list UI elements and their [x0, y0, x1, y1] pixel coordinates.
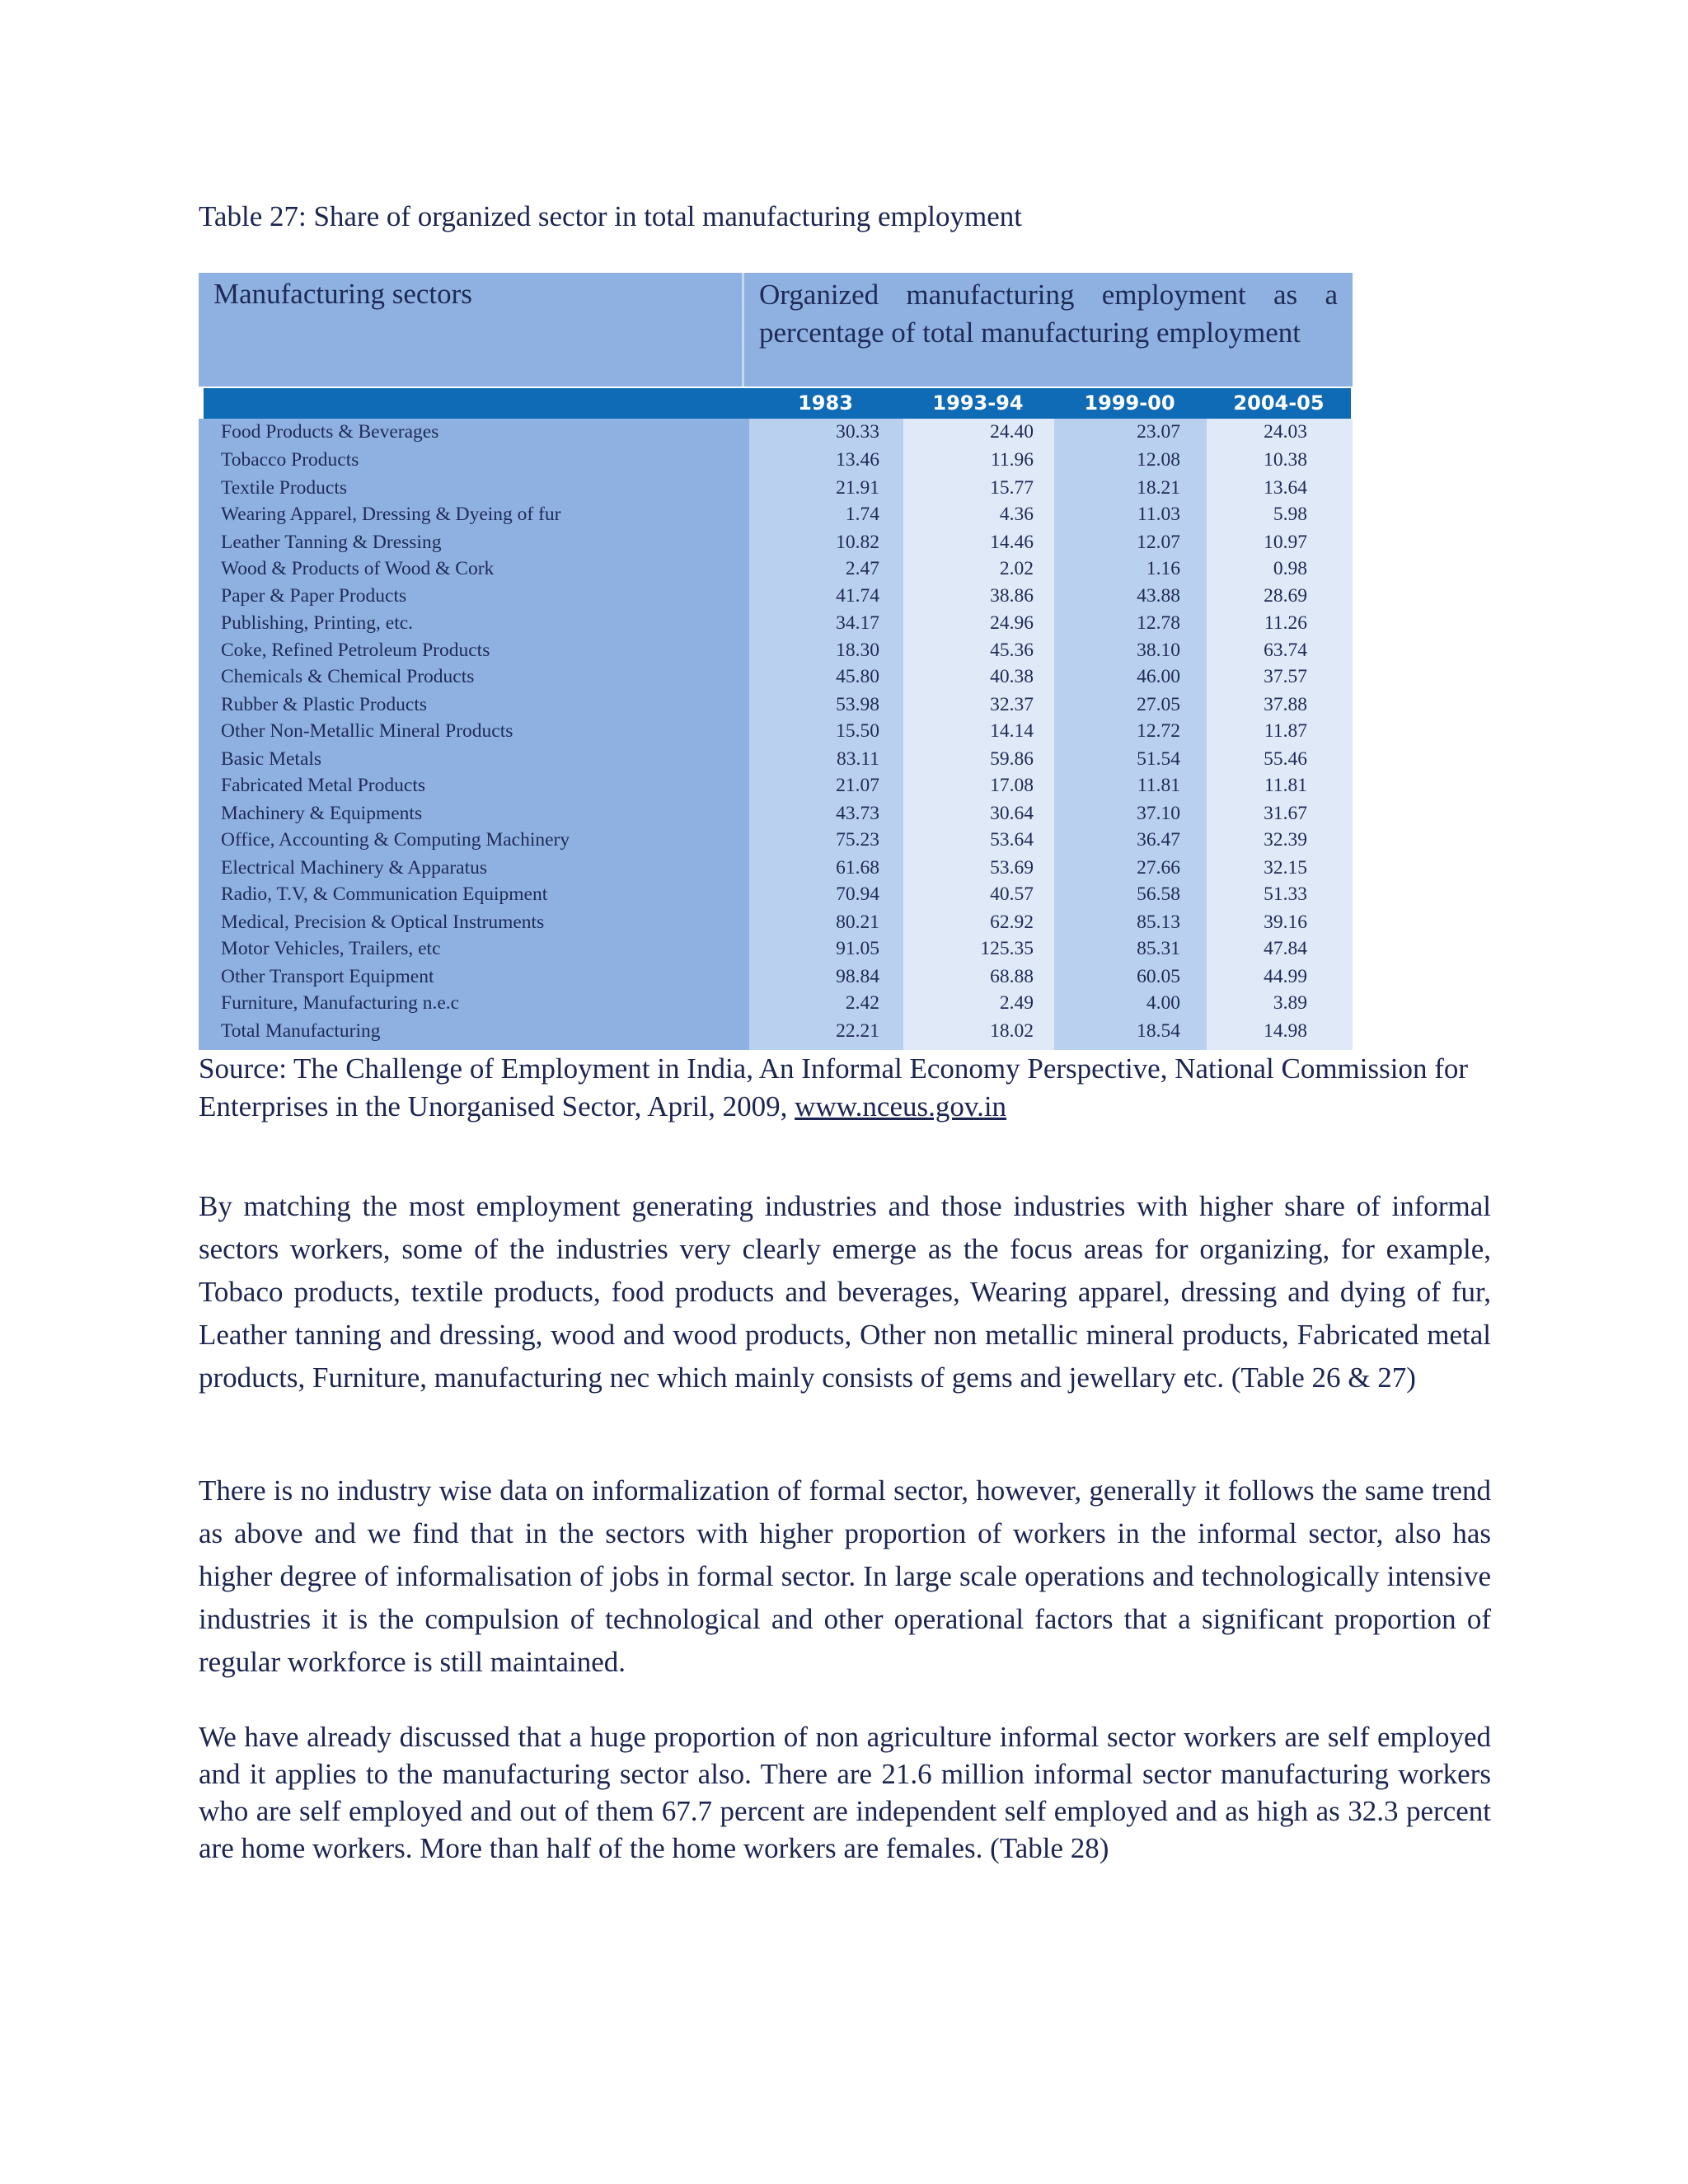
cell-value: 37.57: [1264, 666, 1307, 688]
year-1999-00: 1999-00: [1084, 391, 1175, 415]
cell-value: 3.89: [1273, 991, 1307, 1014]
cell-value: 12.72: [1137, 720, 1180, 743]
source-text: Source: The Challenge of Employment in India, An Informal Economy Perspective, National Commission for Enterprises in the Unorganised Sector, April, 2009,: [199, 1052, 1469, 1122]
table-header: [199, 273, 1353, 387]
cell-value: 43.73: [836, 803, 879, 825]
cell-value: 39.16: [1264, 911, 1307, 933]
sector-name: Medical, Precision & Optical Instruments: [221, 911, 545, 933]
table-row: [199, 475, 1353, 502]
sector-name: Other Non-Metallic Mineral Products: [221, 720, 513, 743]
sector-name: Chemicals & Chemical Products: [221, 666, 475, 688]
year-2004-05: 2004-05: [1233, 391, 1325, 415]
cell-value: 37.10: [1137, 803, 1180, 825]
cell-value: 11.03: [1137, 503, 1180, 525]
sector-name: Other Transport Equipment: [221, 965, 434, 987]
table-row: [199, 800, 1353, 827]
cell-value: 85.13: [1137, 911, 1180, 933]
sector-name: Wood & Products of Wood & Cork: [221, 557, 495, 579]
sector-name: Basic Metals: [221, 748, 322, 771]
cell-value: 53.69: [990, 856, 1034, 879]
cell-value: 60.05: [1137, 965, 1180, 987]
cell-value: 5.98: [1273, 503, 1307, 525]
sector-name: Textile Products: [221, 476, 348, 499]
table-row: [199, 447, 1353, 474]
cell-value: 62.92: [990, 911, 1034, 933]
cell-value: 17.08: [990, 775, 1034, 797]
header-sectors: Manufacturing sectors: [199, 273, 744, 387]
cell-value: 12.78: [1137, 612, 1180, 634]
sector-name: Furniture, Manufacturing n.e.c: [221, 991, 460, 1014]
sector-name: Tobacco Products: [221, 448, 359, 471]
cell-value: 18.21: [1137, 476, 1180, 499]
cell-value: 32.39: [1264, 829, 1307, 851]
sector-name: Coke, Refined Petroleum Products: [221, 640, 490, 662]
table-row: [199, 663, 1353, 691]
cell-value: 21.91: [836, 476, 879, 499]
cell-value: 0.98: [1273, 557, 1307, 579]
sector-name: Wearing Apparel, Dressing & Dyeing of fur: [221, 503, 561, 525]
table-row: [199, 555, 1353, 583]
source-link[interactable]: www.nceus.gov.in: [795, 1090, 1007, 1122]
sector-name: Electrical Machinery & Apparatus: [221, 856, 487, 879]
cell-value: 10.38: [1264, 448, 1307, 471]
cell-value: 13.64: [1264, 476, 1307, 499]
cell-value: 83.11: [836, 748, 879, 771]
cell-value: 4.00: [1146, 991, 1180, 1014]
cell-value: 14.46: [990, 531, 1034, 553]
table-row: [199, 501, 1353, 528]
sector-name: Total Manufacturing: [221, 1019, 381, 1042]
cell-value: 13.46: [836, 448, 879, 471]
cell-value: 56.58: [1137, 883, 1180, 906]
cell-value: 45.36: [990, 640, 1034, 662]
cell-value: 18.02: [990, 1019, 1034, 1042]
table-row: [199, 718, 1353, 745]
cell-value: 63.74: [1264, 640, 1307, 662]
cell-value: 24.03: [1264, 421, 1307, 443]
cell-value: 31.67: [1264, 803, 1307, 825]
cell-value: 12.08: [1137, 448, 1180, 471]
cell-value: 1.16: [1146, 557, 1180, 579]
table-row: [199, 610, 1353, 637]
cell-value: 75.23: [836, 829, 879, 851]
cell-value: 32.37: [990, 694, 1034, 716]
cell-value: 18.54: [1137, 1019, 1180, 1042]
sector-name: Office, Accounting & Computing Machinery: [221, 829, 570, 851]
paragraph-2: There is no industry wise data on informalization of formal sector, however, generally it follows the same trend as above and we find that in the sectors with higher proportion of workers in the informal sector, also has higher degree of informalisation of jobs in formal sector. In large scale operations and technologically intensive industries it is the compulsion of technological and other operational factors that a significant proportion of regular workforce is still maintained.: [199, 1474, 1491, 1678]
cell-value: 4.36: [999, 503, 1034, 525]
cell-value: 125.35: [980, 937, 1034, 959]
sector-name: Fabricated Metal Products: [221, 775, 425, 797]
cell-value: 51.54: [1137, 748, 1180, 771]
table-row: [199, 419, 1353, 446]
cell-value: 2.49: [999, 991, 1034, 1014]
cell-value: 32.15: [1264, 856, 1307, 879]
table-body: [199, 419, 1353, 1050]
cell-value: 36.47: [1137, 829, 1180, 851]
cell-value: 85.31: [1137, 937, 1180, 959]
cell-value: 11.81: [1264, 775, 1307, 797]
cell-value: 15.77: [990, 476, 1034, 499]
table-row: [199, 990, 1353, 1017]
cell-value: 23.07: [1137, 421, 1180, 443]
cell-value: 22.21: [836, 1019, 879, 1042]
table-row: [199, 963, 1353, 991]
table-row: [199, 583, 1353, 610]
cell-value: 53.64: [990, 829, 1034, 851]
cell-value: 1.74: [845, 503, 879, 525]
table-row: [199, 772, 1353, 799]
paragraph-3: We have already discussed that a huge proportion of non agriculture informal sector workers are self employed and it applies to the manufacturing sector also. There are 21.6 million informal sector manufacturing workers who are self employed and out of them 67.7 percent are independent self employed and as high as 32.3 percent are home workers. More than half of the home workers are females. (Table 28): [199, 1721, 1491, 1864]
cell-value: 59.86: [990, 748, 1034, 771]
sector-name: Radio, T.V, & Communication Equipment: [221, 883, 548, 906]
table-row: [199, 746, 1353, 773]
cell-value: 10.97: [1264, 531, 1307, 553]
cell-value: 24.96: [990, 612, 1034, 634]
sector-name: Food Products & Beverages: [221, 421, 439, 443]
sector-name: Publishing, Printing, etc.: [221, 612, 414, 634]
year-header-bar: [204, 388, 1351, 419]
cell-value: 47.84: [1264, 937, 1307, 959]
cell-value: 10.82: [836, 531, 879, 553]
source-note: [199, 1050, 1484, 1126]
cell-value: 45.80: [836, 666, 879, 688]
cell-value: 30.64: [990, 803, 1034, 825]
cell-value: 55.46: [1264, 748, 1307, 771]
table-row: [199, 827, 1353, 854]
cell-value: 61.68: [836, 856, 879, 879]
cell-value: 40.38: [990, 666, 1034, 688]
cell-value: 2.47: [845, 557, 879, 579]
table-row: [199, 909, 1353, 936]
table-row: [199, 691, 1353, 719]
sector-name: Machinery & Equipments: [221, 803, 423, 825]
cell-value: 21.07: [836, 775, 879, 797]
cell-value: 12.07: [1137, 531, 1180, 553]
cell-value: 37.88: [1264, 694, 1307, 716]
cell-value: 34.17: [836, 612, 879, 634]
cell-value: 51.33: [1264, 883, 1307, 906]
cell-value: 11.87: [1264, 720, 1307, 743]
cell-value: 53.98: [836, 694, 879, 716]
cell-value: 24.40: [990, 421, 1034, 443]
table-caption: Table 27: Share of organized sector in total manufacturing employment: [199, 200, 1022, 232]
sector-name: Rubber & Plastic Products: [221, 694, 427, 716]
cell-value: 80.21: [836, 911, 879, 933]
header-percentage: Organized manufacturing employment as a percentage of total manufacturing employment: [744, 273, 1353, 387]
table-row: [199, 881, 1353, 908]
cell-value: 68.88: [990, 965, 1034, 987]
cell-value: 28.69: [1264, 585, 1307, 607]
cell-value: 11.26: [1264, 612, 1307, 634]
year-1983: 1983: [798, 391, 853, 415]
cell-value: 15.50: [836, 720, 879, 743]
cell-value: 27.66: [1137, 856, 1180, 879]
cell-value: 18.30: [836, 640, 879, 662]
cell-value: 2.02: [999, 557, 1034, 579]
cell-value: 14.14: [990, 720, 1034, 743]
cell-value: 46.00: [1137, 666, 1180, 688]
cell-value: 41.74: [836, 585, 879, 607]
paragraph-1: By matching the most employment generating industries and those industries with higher share of informal sectors workers, some of the industries very clearly emerge as the focus areas for organizing, for example, Tobaco products, textile products, food products and beverages, Wearing apparel, dressing and dying of fur, Leather tanning and dressing, wood and wood products, Other non metallic mineral products, Fabricated metal products, Furniture, manufacturing nec which mainly consists of gems and jewellary etc. (Table 26 & 27): [199, 1190, 1491, 1394]
cell-value: 38.10: [1137, 640, 1180, 662]
cell-value: 40.57: [990, 883, 1034, 906]
table-row: [199, 1018, 1353, 1045]
cell-value: 11.81: [1137, 775, 1180, 797]
sector-name: Motor Vehicles, Trailers, etc: [221, 937, 441, 959]
sector-name: Paper & Paper Products: [221, 585, 407, 607]
cell-value: 38.86: [990, 585, 1034, 607]
year-1993-94: 1993-94: [932, 391, 1024, 415]
sector-name: Leather Tanning & Dressing: [221, 531, 442, 553]
cell-value: 11.96: [990, 448, 1034, 471]
cell-value: 2.42: [845, 991, 879, 1014]
cell-value: 14.98: [1264, 1019, 1307, 1042]
cell-value: 44.99: [1264, 965, 1307, 987]
table-row: [199, 935, 1353, 963]
cell-value: 91.05: [836, 937, 879, 959]
table-row: [199, 855, 1353, 882]
table-row: [199, 529, 1353, 556]
cell-value: 98.84: [836, 965, 879, 987]
cell-value: 70.94: [836, 883, 879, 906]
cell-value: 30.33: [836, 421, 879, 443]
cell-value: 27.05: [1137, 694, 1180, 716]
cell-value: 43.88: [1137, 585, 1180, 607]
table-row: [199, 637, 1353, 664]
